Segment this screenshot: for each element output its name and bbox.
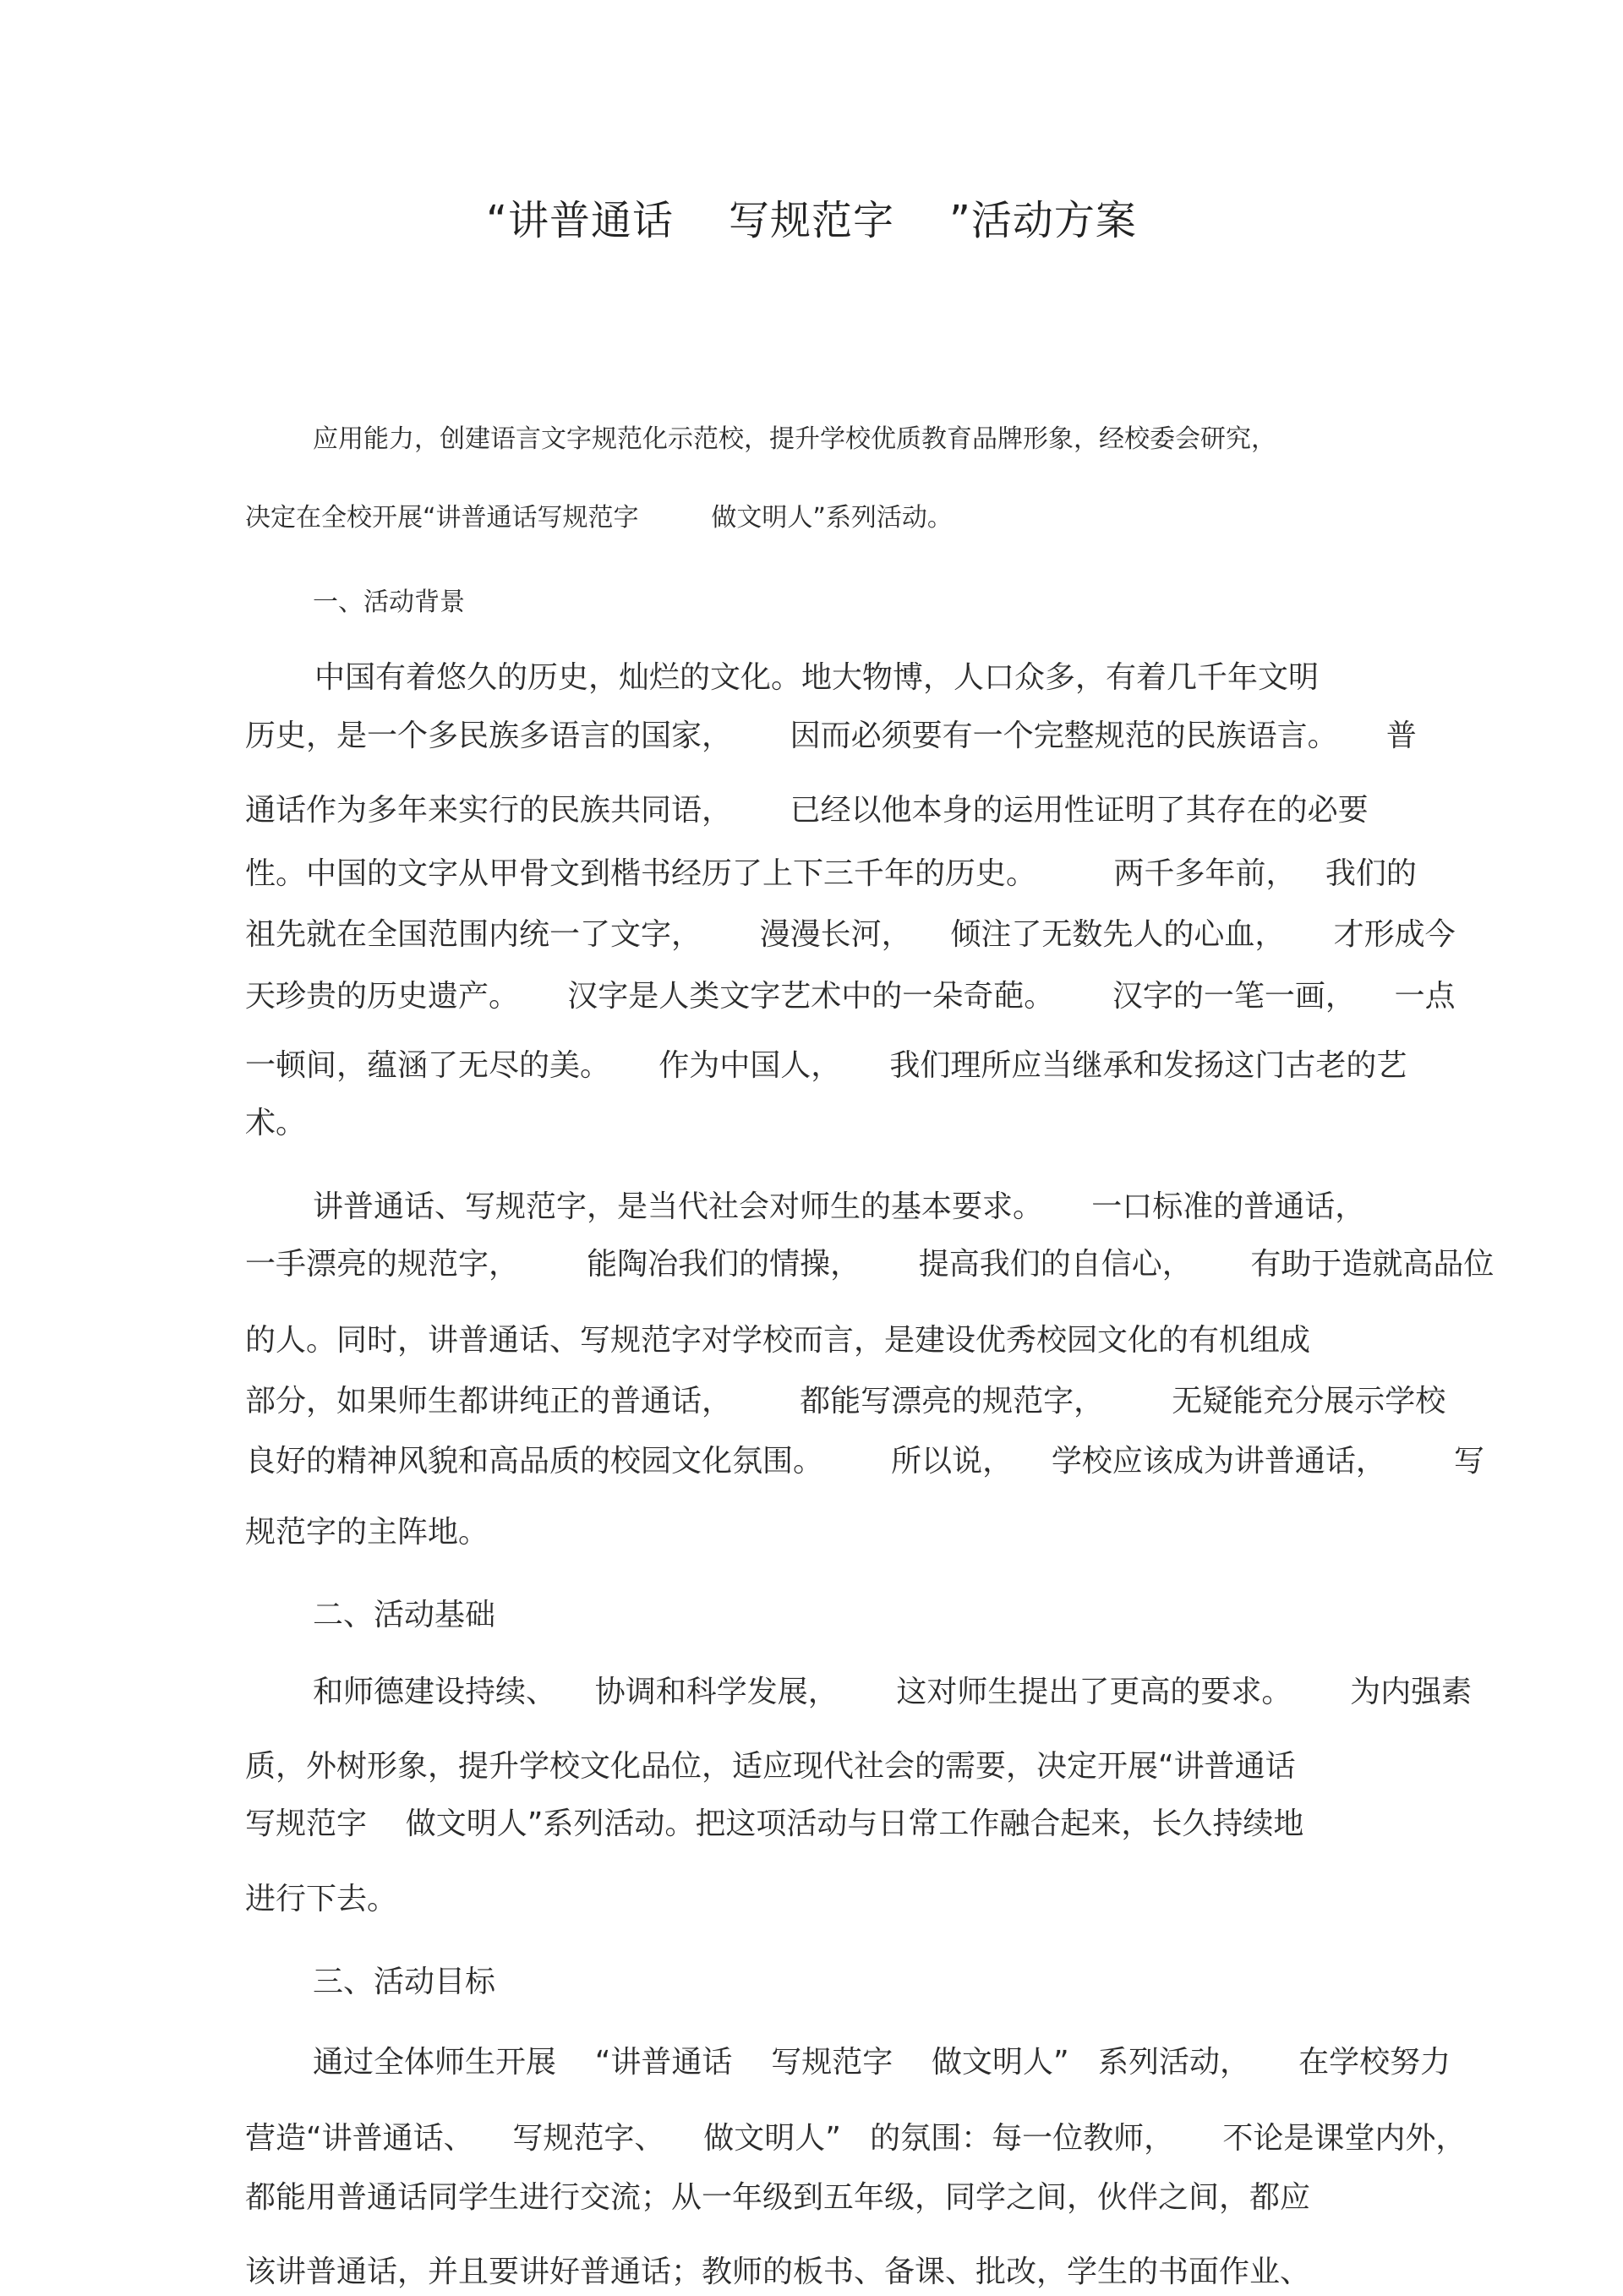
paragraph-line: 营造“讲普通话、 写规范字、 做文明人” 的氛围：每一位教师， 不论是课堂内外， (245, 2121, 1467, 2156)
paragraph-line: 质，外树形象，提升学校文化品位，适应现代社会的需要，决定开展“讲普通话 (245, 1749, 1296, 1784)
paragraph-line: 和师德建设持续、 协调和科学发展， 这对师生提出了更高的要求。 为内强素 (313, 1675, 1473, 1709)
paragraph-line: 写规范字 做文明人”系列活动。把这项活动与日常工作融合起来，长久持续地 (245, 1807, 1304, 1841)
document-title: “讲普通话 写规范字 ”活动方案 (486, 197, 1137, 244)
section-heading-background: 一、活动背景 (313, 588, 465, 617)
paragraph-line: 进行下去。 (245, 1882, 398, 1916)
paragraph-line: 通过全体师生开展 “讲普通话 写规范字 做文明人” 系列活动， 在学校努力 (313, 2045, 1451, 2080)
paragraph-line: 性。中国的文字从甲骨文到楷书经历了上下三千年的历史。 两千多年前， 我们的 (245, 856, 1417, 891)
paragraph-line: 通话作为多年来实行的民族共同语， 已经以他本身的运用性证明了其存在的必要 (245, 793, 1369, 828)
paragraph-line: 天珍贵的历史遗产。 汉字是人类文字艺术中的一朵奇葩。 汉字的一笔一画， 一点 (245, 979, 1456, 1014)
intro-line-2: 决定在全校开展“讲普通话写规范字 做文明人”系列活动。 (245, 503, 953, 533)
paragraph-line: 一顿间，蕴涵了无尽的美。 作为中国人， 我们理所应当继承和发扬这门古老的艺 (245, 1048, 1407, 1083)
paragraph-line: 祖先就在全国范围内统一了文字， 漫漫长河， 倾注了无数先人的心血， 才形成今 (245, 917, 1456, 952)
paragraph-line: 规范字的主阵地。 (245, 1515, 489, 1550)
paragraph-line: 良好的精神风貌和高品质的校园文化氛围。 所以说， 学校应该成为讲普通话， 写 (245, 1444, 1484, 1479)
paragraph-line: 中国有着悠久的历史，灿烂的文化。地大物博，人口众多，有着几千年文明 (314, 660, 1320, 695)
paragraph-line: 术。 (245, 1106, 307, 1140)
paragraph-line: 的人。同时，讲普通话、写规范字对学校而言，是建设优秀校园文化的有机组成 (245, 1323, 1311, 1358)
paragraph-line: 该讲普通话，并且要讲好普通话；教师的板书、备课、批改，学生的书面作业、 (245, 2255, 1311, 2289)
paragraph-line: 都能用普通话同学生进行交流；从一年级到五年级，同学之间，伙伴之间，都应 (245, 2180, 1311, 2215)
paragraph-line: 历史，是一个多民族多语言的国家， 因而必须要有一个完整规范的民族语言。 普 (245, 719, 1417, 753)
paragraph-line: 一手漂亮的规范字， 能陶冶我们的情操， 提高我们的自信心， 有助于造就高品位 (245, 1247, 1495, 1282)
section-heading-foundation: 二、活动基础 (313, 1598, 496, 1632)
section-heading-goals: 三、活动目标 (313, 1965, 496, 1999)
paragraph-line: 部分，如果师生都讲纯正的普通话， 都能写漂亮的规范字， 无疑能充分展示学校 (245, 1384, 1446, 1419)
intro-line-1: 应用能力，创建语言文字规范化示范校，提升学校优质教育品牌形象，经校委会研究， (313, 424, 1276, 454)
paragraph-line: 讲普通话、写规范字，是当代社会对师生的基本要求。 一口标准的普通话， (313, 1189, 1366, 1224)
